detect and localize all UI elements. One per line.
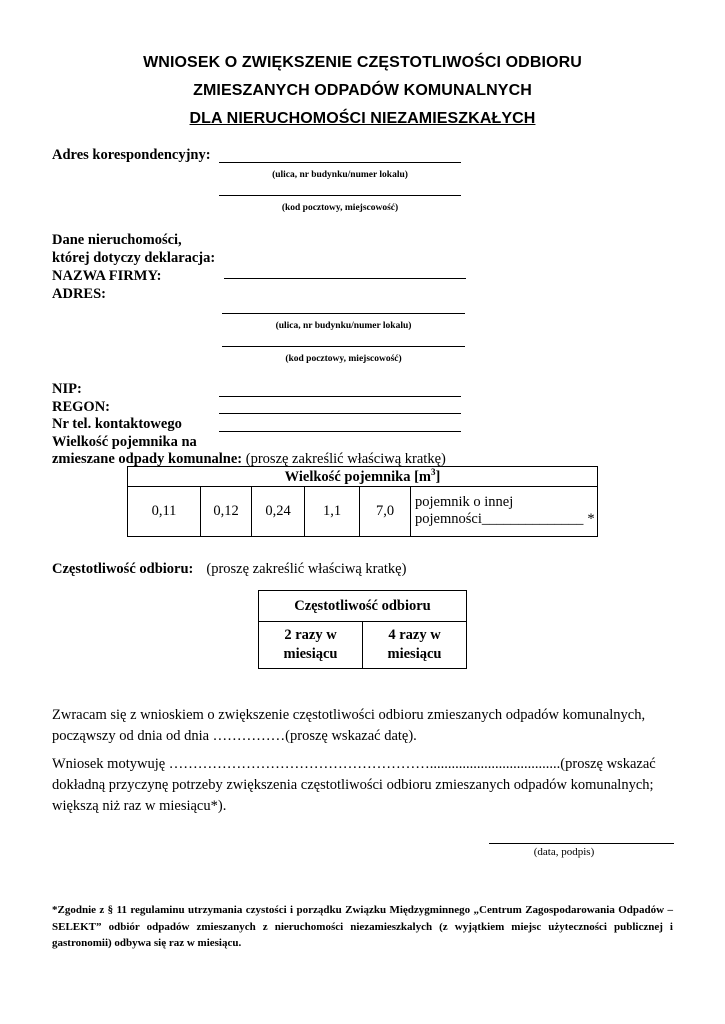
company-name-field[interactable] xyxy=(224,278,466,279)
container-option-1-1[interactable]: 1,1 xyxy=(305,486,360,536)
property-street-field[interactable] xyxy=(222,313,465,314)
property-postal-field[interactable] xyxy=(222,346,465,347)
company-name-label: NAZWA FIRMY: xyxy=(52,268,162,284)
container-option-0-24[interactable]: 0,24 xyxy=(252,486,305,536)
frequency-table-header: Częstotliwość odbioru xyxy=(259,591,467,622)
request-paragraph-2: Wniosek motywuję ………………………………………………....................................(proszę wskazać dokładną przyczynę potrzeby zwiększenia częstotliwości odbioru zmieszanych odpadów komunalnych; większą niż raz w miesiącu*). xyxy=(52,756,656,814)
title-line-2: ZMIESZANYCH ODPADÓW KOMUNALNYCH xyxy=(193,82,532,99)
property-street-caption: (ulica, nr budynku/numer lokalu) xyxy=(275,321,412,331)
property-postal-caption: (kod pocztowy, miejscowość) xyxy=(285,354,402,364)
correspondence-postal-caption: (kod pocztowy, miejscowość) xyxy=(281,203,399,213)
regon-label: REGON: xyxy=(52,398,110,415)
title-line-1: WNIOSEK O ZWIĘKSZENIE CZĘSTOTLIWOŚCI ODBIORU xyxy=(143,54,582,71)
ids-labels xyxy=(52,381,197,451)
container-option-0-11[interactable]: 0,11 xyxy=(128,486,201,536)
container-option-0-12[interactable]: 0,12 xyxy=(201,486,252,536)
container-label-bold: zmieszane odpady komunalne: xyxy=(52,451,243,467)
other-line-1: pojemnik o innej xyxy=(415,494,514,511)
nip-label: NIP: xyxy=(52,381,82,397)
container-table-header: Wielkość pojemnika $[m^3]$ xyxy=(128,467,598,487)
frequency-label: Częstotliwość odbioru: xyxy=(52,561,194,577)
request-paragraph-1: Zwracam się z wnioskiem o zwiększenie częstotliwości odbioru zmieszanych odpadów komunalnych, począwszy od dnia od dnia ……………(proszę wskazać datę). xyxy=(52,707,646,744)
frequency-option-4[interactable]: 4 razy w miesiącu xyxy=(363,622,467,669)
signature-caption: (data, podpis) xyxy=(533,846,595,858)
frequency-hint: (proszę zakreślić właściwą kratkę) xyxy=(206,561,407,577)
title-line-3: DLA NIERUCHOMOŚCI NIEZAMIESZKAŁYCH xyxy=(189,110,536,127)
container-option-7-0[interactable]: 7,0 xyxy=(360,486,411,536)
property-label xyxy=(52,231,215,303)
container-label-line-1: Wielkość pojemnika na xyxy=(52,433,197,450)
property-label-line-2: której dotyczy deklaracja: xyxy=(52,250,216,266)
frequency-label-row xyxy=(52,561,406,578)
correspondence-street-field[interactable] xyxy=(219,162,461,163)
container-size-table xyxy=(127,466,598,537)
correspondence-postal-field[interactable] xyxy=(219,195,461,196)
property-label-line-1: Dane nieruchomości, xyxy=(52,232,182,248)
correspondence-label: Adres korespondencyjny: xyxy=(52,147,211,163)
phone-label: Nr tel. kontaktowego xyxy=(52,416,182,432)
phone-field[interactable] xyxy=(219,431,461,432)
other-line-2: pojemności______________ * xyxy=(415,511,595,528)
footnote: *Zgodnie z § 11 regulaminu utrzymania czystości i porządku Związku Międzygminnego „Centrum Zagospodarowania Odpadów – SELEKT” odbiór odpadów zmieszanych z nieruchomości niezamieszkalych (z wyjątkiem miejsc użyteczności publicznej i gastronomii) odbywa się raz w miesiącu. xyxy=(52,904,673,949)
container-option-other[interactable] xyxy=(411,486,598,536)
property-address-label: ADRES: xyxy=(52,286,106,302)
nip-field[interactable] xyxy=(219,396,461,397)
correspondence-street-caption: (ulica, nr budynku/numer lokalu) xyxy=(272,170,408,180)
regon-field[interactable] xyxy=(219,413,461,414)
signature-field[interactable] xyxy=(489,843,674,844)
frequency-table xyxy=(258,590,467,669)
container-label-hint: (proszę zakreślić właściwą kratkę) xyxy=(242,451,446,467)
frequency-option-2[interactable]: 2 razy w miesiącu xyxy=(259,622,363,669)
